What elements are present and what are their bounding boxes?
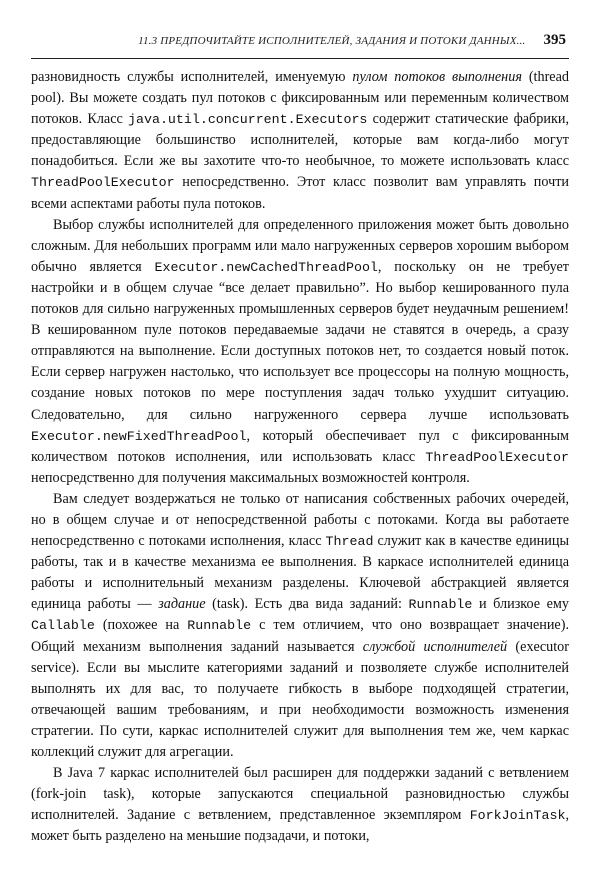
- paragraph-2: [31, 215, 569, 489]
- text-run: непосредственно. Этот класс позволит вам управлять почти всеми аспектами работы пула потоков.: [31, 174, 569, 212]
- italic-term: задание: [158, 596, 206, 613]
- code-term: Thread: [325, 534, 374, 550]
- text-run: (похожее на: [94, 617, 188, 634]
- page-header: [31, 32, 569, 59]
- code-term: java.util.concurrent.Executors: [128, 112, 368, 128]
- page-number: 395: [543, 32, 566, 48]
- text-run: и близкое ему: [472, 596, 569, 613]
- text-run: , поскольку он не требует настройки и в общем случае “все делает правильно”. Но выбор кешированного пула потоков для сильно нагруженных промышленных серверов будет неудачным решением! В кешированном пуле потоков передаваемые задачи не ставятся в очередь, а сразу отправляются на выполнение. Если доступных потоков нет, то создается новый поток. Если сервер нагружен настолько, что использует все процессоры на полную мощность, создание новых потоков по мере поступления задач только ухудшит ситуацию. Следовательно, для сильно нагруженного сервера лучше использовать: [31, 258, 569, 423]
- code-term: ThreadPoolExecutor: [31, 175, 175, 191]
- paragraph-1: [31, 67, 569, 215]
- italic-term: службой исполнителей: [362, 638, 508, 655]
- code-term: Callable: [31, 618, 95, 634]
- paragraph-4: [31, 763, 569, 847]
- text-run: разновидность службы исполнителей, именуемую: [31, 69, 353, 85]
- text-run: , может быть разделено на меньшие подзадачи, и потоки,: [31, 807, 569, 845]
- text-run: Вам следует воздержаться не только от написания собственных рабочих очередей, но в общем случае и от непосредственной работы с потоками. Когда вы работаете непосредственно с потоками исполнения, класс: [31, 490, 569, 550]
- italic-term: пулом потоков выполнения: [352, 69, 522, 85]
- running-title: 11.3 ПРЕДПОЧИТАЙТЕ ИСПОЛНИТЕЛЕЙ, ЗАДАНИЯ И ПОТОКИ ДАННЫХ...: [138, 35, 526, 47]
- text-run: В Java 7 каркас исполнителей был расширен для поддержки заданий с ветвлением (fork-join task), которые запускаются специальной разновидностью службы исполнителей. Задание с ветвлением, представленное экземпляром: [31, 765, 569, 824]
- code-term: Executor.newCachedThreadPool: [154, 259, 378, 275]
- text-run: служит как в качестве единицы работы, так и в качестве механизма ее выполнения. В каркасе исполнителей единица работы и исполнительный механизм разделены. Ключевой абстракцией является единица работы —: [31, 533, 569, 613]
- body-text: [31, 67, 569, 847]
- code-term: ForkJoinTask: [469, 808, 566, 824]
- text-run: Выбор службы исполнителей для определенного приложения может быть довольно сложным. Для небольших программ или мало нагруженных серверов хорошим выбором обычно является: [31, 216, 569, 275]
- text-run: содержит статические фабрики, предоставляющие большинство исполнителей, которые вам когда-либо могут понадобиться. Если же вы захотите что-то необычное, то можете использовать класс: [31, 111, 569, 170]
- text-run: (thread pool). Вы можете создать пул потоков с фиксированным или переменным количеством потоков. Класс: [31, 69, 569, 128]
- text-run: (executor service). Если вы мыслите категориями заданий и позволяете службе исполнителей выполнять их для вас, то получаете гибкость в выборе подходящей стратегии, отвечающей вашим требованиям, и при необходимости возможность изменения стратегии. По сути, каркас исполнителей служит для выполнения тем же, чем каркас коллекций служит для агрегации.: [31, 638, 569, 760]
- code-term: Runnable: [408, 597, 473, 613]
- paragraph-3: [31, 489, 569, 763]
- text-run: , который обеспечивает пул с фиксированным количеством потоков исполнения, или использовать класс: [31, 427, 569, 465]
- text-run: с тем отличием, что оно возвращает значение). Общий механизм выполнения заданий называется: [31, 617, 570, 655]
- code-term: Executor.newFixedThreadPool: [31, 428, 247, 444]
- code-term: ThreadPoolExecutor: [425, 449, 569, 465]
- code-term: Runnable: [187, 618, 252, 634]
- text-run: непосредственно для получения максимальных возможностей контроля.: [31, 469, 470, 486]
- text-run: (task). Есть два вида заданий:: [205, 596, 409, 613]
